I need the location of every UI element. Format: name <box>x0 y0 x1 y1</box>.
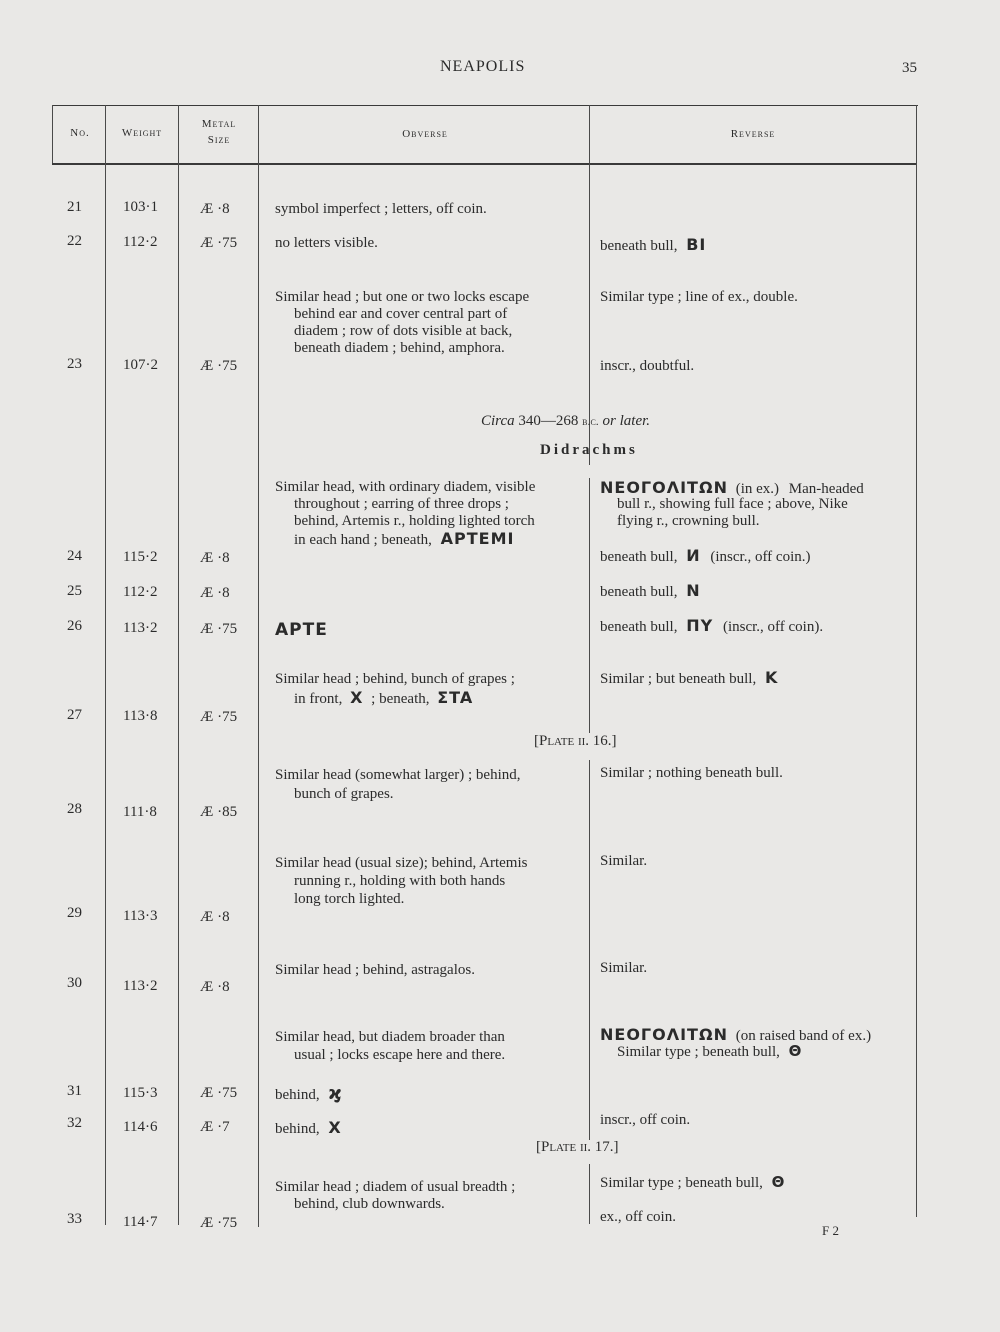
col-rule-4d <box>589 1164 590 1224</box>
row-22-metal: Æ ·75 <box>200 235 238 251</box>
row-26-metal: Æ ·75 <box>200 621 238 637</box>
row-25-weight: 112·2 <box>123 584 158 600</box>
row-24-obverse-legend: APTEMI <box>440 529 515 548</box>
row-23-obverse-line-2: behind ear and cover central part of <box>294 306 508 322</box>
row-24-reverse <box>600 547 811 566</box>
row-23-metal: Æ ·75 <box>200 358 238 374</box>
row-22-obverse: no letters visible. <box>275 235 378 251</box>
row-31-reverse-line-2-text: Similar type ; beneath bull, <box>617 1044 780 1060</box>
col-header-no: No. <box>70 127 90 139</box>
row-24-obverse-line-2: throughout ; earring of three drops ; <box>294 496 509 512</box>
row-29-no: 29 <box>67 905 82 921</box>
plate-reference-1-label: [Plate <box>534 733 575 749</box>
row-31-reverse-letter: Θ <box>788 1042 803 1060</box>
row-27-obverse-legend: ΣTA <box>437 688 474 707</box>
row-24-reverse-note: (inscr., off coin.) <box>710 549 811 565</box>
row-23-obverse-line-1: Similar head ; but one or two locks escape <box>275 289 530 305</box>
row-24-reverse-legend: NEOΓOΛITΩN <box>600 478 728 497</box>
row-33-no: 33 <box>67 1211 82 1227</box>
row-27-obverse-line-1: Similar head ; behind, bunch of grapes ; <box>275 671 515 687</box>
row-33-reverse-line-1-text: Similar type ; beneath bull, <box>600 1175 763 1191</box>
row-28-no: 28 <box>67 801 82 817</box>
row-26-weight: 113·2 <box>123 620 158 636</box>
row-32-no: 32 <box>67 1115 82 1131</box>
row-31-obverse-pre-1: Similar head, but diadem broader than <box>275 1029 505 1045</box>
header-bottom-rule <box>52 163 916 165</box>
row-27-metal: Æ ·75 <box>200 709 238 725</box>
row-29-obverse-line-3: long torch lighted. <box>294 891 405 907</box>
row-25-metal: Æ ·8 <box>200 585 230 601</box>
row-27-reverse-letters: K <box>764 668 779 687</box>
col-rule-4c <box>589 760 590 1140</box>
col-rule-4a <box>589 105 590 465</box>
row-24-reverse-line-2: bull r., showing full face ; above, Nike <box>617 496 848 512</box>
row-24-weight: 115·2 <box>123 549 158 565</box>
col-header-metal: Metal <box>201 118 237 130</box>
row-31-metal: Æ ·75 <box>200 1085 238 1101</box>
section-date-bc: b.c. <box>582 414 599 428</box>
col-rule-2 <box>178 105 179 1225</box>
row-21-metal: Æ ·8 <box>200 201 230 217</box>
section-date <box>481 413 650 430</box>
row-31-no: 31 <box>67 1083 82 1099</box>
row-31-obverse-text: behind, <box>275 1087 320 1103</box>
row-22-weight: 112·2 <box>123 234 158 250</box>
row-24-reverse-text: beneath bull, <box>600 549 678 565</box>
section-title: Didrachms <box>540 442 638 458</box>
row-30-obverse: Similar head ; behind, astragalos. <box>275 962 475 978</box>
row-27-no: 27 <box>67 707 82 723</box>
row-24-reverse-line-3: flying r., crowning bull. <box>617 513 760 529</box>
row-22-reverse-text: beneath bull, <box>600 238 678 254</box>
row-26-obverse-legend: APTE <box>275 620 328 640</box>
col-header-obverse: Obverse <box>402 128 448 140</box>
col-rule-right <box>916 105 917 1217</box>
row-31-reverse-legend-note: (on raised band of ex.) <box>735 1028 872 1044</box>
row-28-obverse-line-2: bunch of grapes. <box>294 786 394 802</box>
col-header-size: Size <box>207 134 231 146</box>
col-rule-1 <box>105 105 106 1225</box>
row-22-reverse-letters: BI <box>686 235 707 254</box>
row-28-metal: Æ ·85 <box>200 804 238 820</box>
row-28-reverse: Similar ; nothing beneath bull. <box>600 765 783 781</box>
col-header-reverse: Reverse <box>730 128 776 140</box>
row-27-obverse-line-2-text: in front, <box>294 691 343 707</box>
row-33-obverse-line-2: behind, club downwards. <box>294 1196 445 1212</box>
row-28-obverse-line-1: Similar head (somewhat larger) ; behind, <box>275 767 521 783</box>
row-23-obverse-line-3: diadem ; row of dots visible at back, <box>294 323 513 339</box>
row-32-obverse-text: behind, <box>275 1121 320 1137</box>
page-number: 35 <box>902 60 917 76</box>
row-33-reverse-letter: Θ <box>771 1173 786 1191</box>
row-24-reverse-letters: И <box>686 546 701 565</box>
col-rule-left <box>52 105 53 163</box>
row-25-no: 25 <box>67 583 82 599</box>
row-22-reverse <box>600 236 706 255</box>
section-date-range: 340—268 <box>518 413 579 429</box>
row-26-no: 26 <box>67 618 82 634</box>
row-31-obverse-pre-2: usual ; locks escape here and there. <box>294 1047 506 1063</box>
row-26-reverse <box>600 617 823 636</box>
row-21-obverse: symbol imperfect ; letters, off coin. <box>275 201 487 217</box>
running-title: NEAPOLIS <box>440 58 526 75</box>
row-24-reverse-legend-note: (in ex.) <box>735 481 780 497</box>
row-24-obverse-line-4 <box>294 530 514 549</box>
row-33-metal: Æ ·75 <box>200 1215 238 1231</box>
row-27-obverse-line-2 <box>294 689 473 708</box>
row-23-weight: 107·2 <box>123 357 158 373</box>
row-31-obverse-symbol: ϗ <box>328 1083 343 1104</box>
row-25-reverse <box>600 582 701 601</box>
plate-reference-2-number: ii. 17.] <box>579 1139 619 1155</box>
row-24-metal: Æ ·8 <box>200 550 230 566</box>
col-rule-4b <box>589 478 590 733</box>
signature-mark: F 2 <box>822 1223 839 1238</box>
row-31-reverse-legend: NEOΓOΛITΩN <box>600 1025 728 1044</box>
section-date-later: or later. <box>602 413 651 429</box>
row-29-obverse-line-1: Similar head (usual size); behind, Artemis <box>275 855 528 871</box>
row-23-reverse-line-1: Similar type ; line of ex., double. <box>600 289 798 305</box>
row-31-reverse-line-2 <box>617 1043 802 1061</box>
row-25-reverse-letters: N <box>686 581 701 600</box>
row-31-weight: 115·3 <box>123 1085 158 1101</box>
row-27-obverse-letter-x: X <box>350 688 364 707</box>
row-33-reverse-line-2: ex., off coin. <box>600 1209 676 1225</box>
plate-reference-2 <box>536 1139 619 1156</box>
row-33-weight: 114·7 <box>123 1214 158 1230</box>
row-27-obverse-mid: ; beneath, <box>371 691 430 707</box>
row-22-no: 22 <box>67 233 82 249</box>
row-23-no: 23 <box>67 356 82 372</box>
row-29-obverse-line-2: running r., holding with both hands <box>294 873 506 889</box>
plate-reference-1-number: ii. 16.] <box>577 733 617 749</box>
row-24-obverse-line-4-text: in each hand ; beneath, <box>294 532 432 548</box>
row-27-reverse <box>600 669 778 688</box>
row-26-reverse-text: beneath bull, <box>600 619 678 635</box>
row-30-metal: Æ ·8 <box>200 979 230 995</box>
row-24-obverse-line-1: Similar head, with ordinary diadem, visible <box>275 479 536 495</box>
col-rule-3 <box>258 105 259 1227</box>
section-date-circa: Circa <box>481 413 515 429</box>
row-32-reverse: inscr., off coin. <box>600 1112 691 1128</box>
row-26-reverse-note: (inscr., off coin). <box>722 619 824 635</box>
row-30-reverse: Similar. <box>600 960 648 976</box>
row-32-obverse <box>275 1119 342 1138</box>
row-32-weight: 114·6 <box>123 1119 158 1135</box>
row-21-weight: 103·1 <box>123 199 158 215</box>
row-29-weight: 113·3 <box>123 908 158 924</box>
row-33-reverse-line-1 <box>600 1174 785 1192</box>
row-24-obverse-line-3: behind, Artemis r., holding lighted torch <box>294 513 535 529</box>
row-27-reverse-text: Similar ; but beneath bull, <box>600 671 757 687</box>
col-header-weight: Weight <box>121 127 163 139</box>
table-top-rule <box>52 105 918 106</box>
row-24-reverse-line-1-text: Man-headed <box>788 481 864 497</box>
row-25-reverse-text: beneath bull, <box>600 584 678 600</box>
row-29-metal: Æ ·8 <box>200 909 230 925</box>
row-30-no: 30 <box>67 975 82 991</box>
row-29-reverse: Similar. <box>600 853 648 869</box>
row-28-weight: 111·8 <box>123 804 157 820</box>
row-24-no: 24 <box>67 548 82 564</box>
row-26-reverse-monogram: ΠΥ <box>686 616 714 635</box>
plate-reference-2-label: [Plate <box>536 1139 577 1155</box>
row-33-obverse-line-1: Similar head ; diadem of usual breadth ; <box>275 1179 516 1195</box>
row-27-weight: 113·8 <box>123 708 158 724</box>
row-30-weight: 113·2 <box>123 978 158 994</box>
row-23-obverse-line-4: beneath diadem ; behind, amphora. <box>294 340 505 356</box>
row-21-no: 21 <box>67 199 82 215</box>
row-32-metal: Æ ·7 <box>200 1119 230 1135</box>
row-31-obverse <box>275 1085 343 1104</box>
row-32-obverse-letter: X <box>328 1118 342 1137</box>
plate-reference-1 <box>534 733 617 750</box>
row-23-reverse-line-2: inscr., doubtful. <box>600 358 695 374</box>
